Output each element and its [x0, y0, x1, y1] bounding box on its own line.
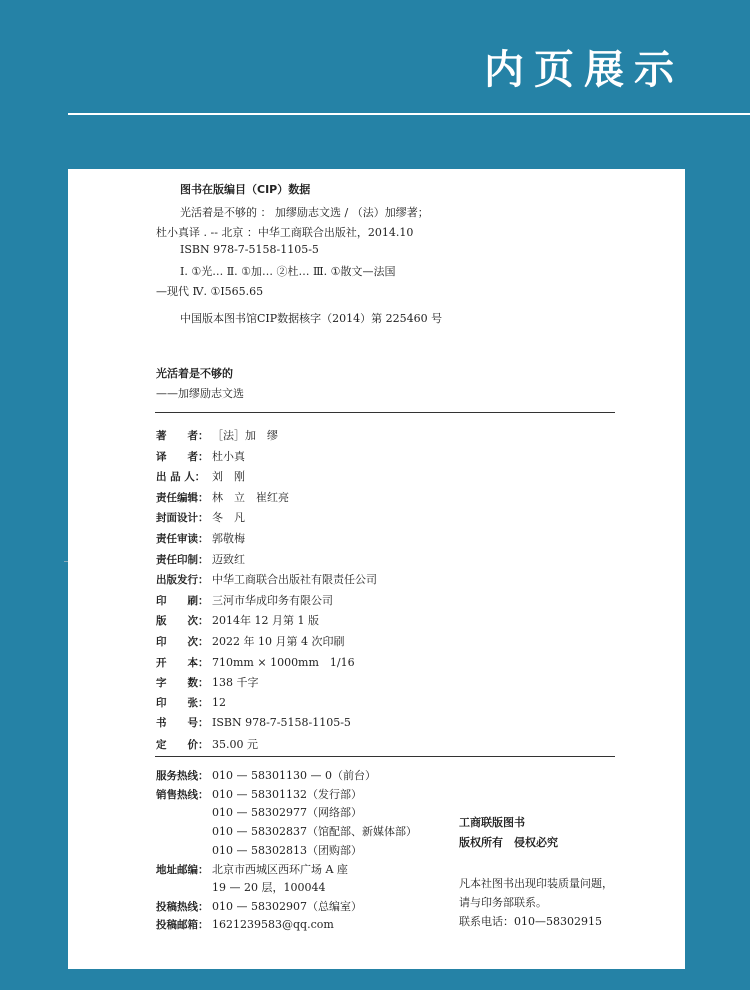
credit-value: 郭敬梅 [212, 532, 245, 545]
banner-divider [68, 113, 750, 115]
contact-value: 010 — 58302977（网络部） [212, 806, 362, 820]
credit-label: 印 张： [156, 696, 209, 709]
credit-label: 封面设计： [156, 512, 209, 525]
contact-label: 服务热线： [156, 770, 209, 782]
contact-value: 010 — 58302837（馆配部、新媒体部） [212, 825, 417, 839]
credit-row [156, 612, 319, 628]
credit-value: 杜小真 [212, 449, 245, 463]
cip-line-3: ISBN 978-7-5158-1105-5 [180, 243, 319, 256]
contact-row [156, 898, 362, 914]
contact-value: 010 — 58302813（团购部） [212, 843, 362, 857]
notice-phone: 联系电话：010—58302915 [459, 915, 602, 928]
cip-line-4: Ⅰ. ①光… Ⅱ. ①加… ②杜… Ⅲ. ①散文—法国 [180, 265, 396, 278]
rights-notice: 版权所有 侵权必究 [459, 836, 558, 849]
contact-value: 010 — 58302907（总编室） [212, 899, 362, 913]
credit-label: 责任审读： [156, 533, 209, 545]
credit-row [156, 633, 344, 649]
divider-middle [155, 756, 615, 757]
credit-row [156, 715, 351, 730]
credit-value: 林 立 崔红亮 [212, 490, 289, 504]
credit-row [156, 695, 226, 710]
credit-label: 印 刷： [156, 594, 209, 607]
credit-row [156, 654, 355, 670]
contact-row [156, 786, 362, 802]
credit-value: 刘 刚 [212, 470, 245, 484]
contact-value: 1621239583@qq.com [212, 917, 334, 931]
credit-row [156, 571, 377, 587]
credit-row [156, 509, 245, 525]
contact-value: 010 — 58301130 — 0（前台） [212, 769, 376, 782]
credit-value: 710mm × 1000mm 1/16 [212, 655, 355, 669]
contact-value: 010 — 58301132（发行部） [212, 787, 362, 801]
credit-value: 2022 年 10 月第 4 次印刷 [212, 635, 345, 648]
cip-heading: 图书在版编目（CIP）数据 [180, 183, 311, 196]
credit-label: 译 者： [156, 450, 209, 463]
credit-value: 三河市华成印务有限公司 [212, 593, 333, 607]
cip-line-6: 中国版本图书馆CIP数据核字（2014）第 225460 号 [180, 312, 443, 325]
notice-line-2: 请与印务部联系。 [459, 896, 547, 909]
contact-value: 19 — 20 层，100044 [212, 881, 326, 895]
contact-label: 地址邮编： [156, 863, 209, 876]
credit-value: 35.00 元 [212, 738, 258, 751]
credit-row [156, 427, 278, 443]
book-title: 光活着是不够的 [156, 367, 233, 380]
credit-value: 2014年 12 月第 1 版 [212, 614, 319, 628]
credit-label: 印 次： [156, 636, 209, 648]
credit-row [156, 592, 333, 608]
contact-value: 北京市西城区西环广场 A 座 [212, 862, 348, 876]
contact-label: 投稿邮箱： [156, 918, 209, 931]
publisher-mark: 工商联版图书 [459, 816, 525, 829]
credit-label: 出版发行： [156, 574, 209, 587]
contact-row [156, 823, 417, 839]
contact-row [156, 861, 348, 877]
contact-row [156, 879, 325, 895]
book-subtitle: ——加缪励志文选 [156, 387, 244, 400]
credit-label: 责任印制： [156, 553, 209, 566]
cip-line-5: —现代 Ⅳ. ①I565.65 [156, 285, 264, 298]
credit-row [156, 530, 245, 546]
cip-line-2: 杜小真译 . -- 北京 ：中华工商联合出版社，2014.10 [156, 226, 414, 239]
copyright-page [68, 169, 685, 969]
cip-line-1: 光活着是不够的 ： 加缪励志文选 / （法）加缪著； [180, 206, 429, 219]
contact-label: 销售热线： [156, 788, 209, 801]
credit-label: 书 号： [156, 717, 209, 730]
credit-label: 版 次： [156, 615, 209, 628]
credit-row [156, 468, 245, 484]
credit-row [156, 736, 258, 752]
credit-row [156, 551, 245, 567]
contact-row [156, 917, 334, 932]
credit-row [156, 674, 259, 690]
notice-line-1: 凡本社图书出现印装质量问题， [459, 877, 613, 890]
credit-value: ［法］加 缪 [212, 429, 278, 442]
credit-label: 字 数： [156, 677, 209, 690]
credit-value: 12 [212, 695, 226, 709]
credit-label: 出 品 人： [156, 471, 206, 484]
credit-value: 冬 凡 [212, 511, 245, 525]
contact-row [156, 804, 362, 820]
contact-row [156, 767, 376, 783]
credit-value: 138 千字 [212, 676, 259, 690]
credit-row [156, 448, 245, 464]
credit-row [156, 489, 289, 505]
credit-label: 开 本： [156, 656, 209, 669]
divider-top [155, 412, 615, 413]
credit-label: 责任编辑： [156, 491, 209, 504]
banner-title: 内页展示 [484, 47, 684, 93]
credit-label: 定 价： [156, 739, 209, 751]
credit-value: 中华工商联合出版社有限责任公司 [212, 573, 377, 587]
contact-label: 投稿热线： [156, 900, 209, 913]
credit-label: 著 者： [156, 430, 209, 442]
credit-value: ISBN 978-7-5158-1105-5 [212, 716, 351, 730]
contact-row [156, 842, 362, 858]
credit-value: 迈致红 [212, 552, 245, 566]
